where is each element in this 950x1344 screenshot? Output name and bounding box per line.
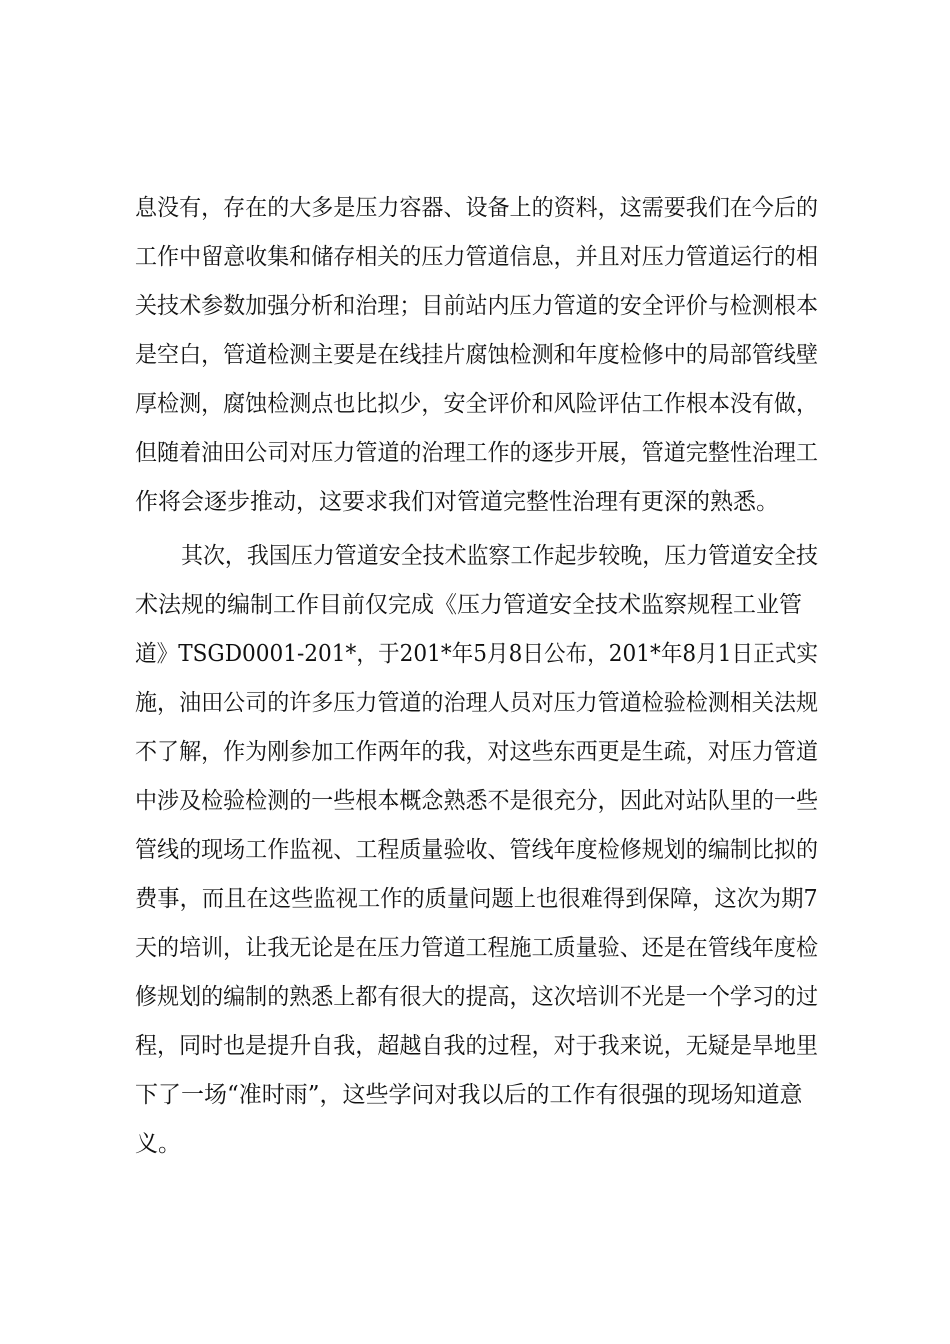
paragraph-2-line-1: 其次，我国压力管道安全技术监察工作起步较晚，压力管道安全技: [181, 543, 818, 569]
paragraph-1-line-4: 是空白，管道检测主要是在线挂片腐蚀检测和年度检修中的局部管线壁: [135, 342, 818, 368]
paragraph-2-line-4: 施，油田公司的许多压力管道的治理人员对压力管道检验检测相关法规: [135, 690, 818, 716]
paragraph-2-line-6: 中涉及检验检测的一些根本概念熟悉不是很充分，因此对站队里的一些: [135, 788, 818, 814]
paragraph-1-line-1: 息没有，存在的大多是压力容器、设备上的资料，这需要我们在今后的: [135, 195, 818, 221]
paragraph-1-line-7: 作将会逐步推动，这要求我们对管道完整性治理有更深的熟悉。: [135, 489, 779, 515]
paragraph-1-line-6: 但随着油田公司对压力管道的治理工作的逐步开展，管道完整性治理工: [135, 440, 818, 466]
paragraph-2-line-10: 修规划的编制的熟悉上都有很大的提高，这次培训不光是一个学习的过: [135, 984, 818, 1010]
paragraph-1-line-2: 工作中留意收集和储存相关的压力管道信息，并且对压力管道运行的相: [135, 244, 818, 270]
paragraph-2-line-7: 管线的现场工作监视、工程质量验收、管线年度检修规划的编制比拟的: [135, 837, 818, 863]
paragraph-2-line-3: 道》TSGD0001-201*，于201*年5月8日公布，201*年8月1日正式实: [135, 641, 818, 667]
paragraph-2-line-9: 天的培训，让我无论是在压力管道工程施工质量验、还是在管线年度检: [135, 935, 818, 961]
paragraph-2-line-13: 义。: [135, 1131, 181, 1157]
paragraph-2-line-11: 程，同时也是提升自我，超越自我的过程，对于我来说，无疑是旱地里: [135, 1033, 818, 1059]
paragraph-1-line-3: 关技术参数加强分析和治理；目前站内压力管道的安全评价与检测根本: [135, 293, 818, 319]
paragraph-2-line-8: 费事，而且在这些监视工作的质量问题上也很难得到保障，这次为期7: [135, 886, 818, 912]
paragraph-2-line-2: 术法规的编制工作目前仅完成《压力管道安全技术监察规程工业管: [135, 592, 802, 618]
paragraph-1-line-5: 厚检测，腐蚀检测点也比拟少，安全评价和风险评估工作根本没有做，: [135, 391, 818, 417]
paragraph-2-line-12: 下了一场“准时雨”，这些学问对我以后的工作有很强的现场知道意: [135, 1082, 803, 1108]
paragraph-2-line-5: 不了解，作为刚参加工作两年的我，对这些东西更是生疏，对压力管道: [135, 739, 818, 765]
